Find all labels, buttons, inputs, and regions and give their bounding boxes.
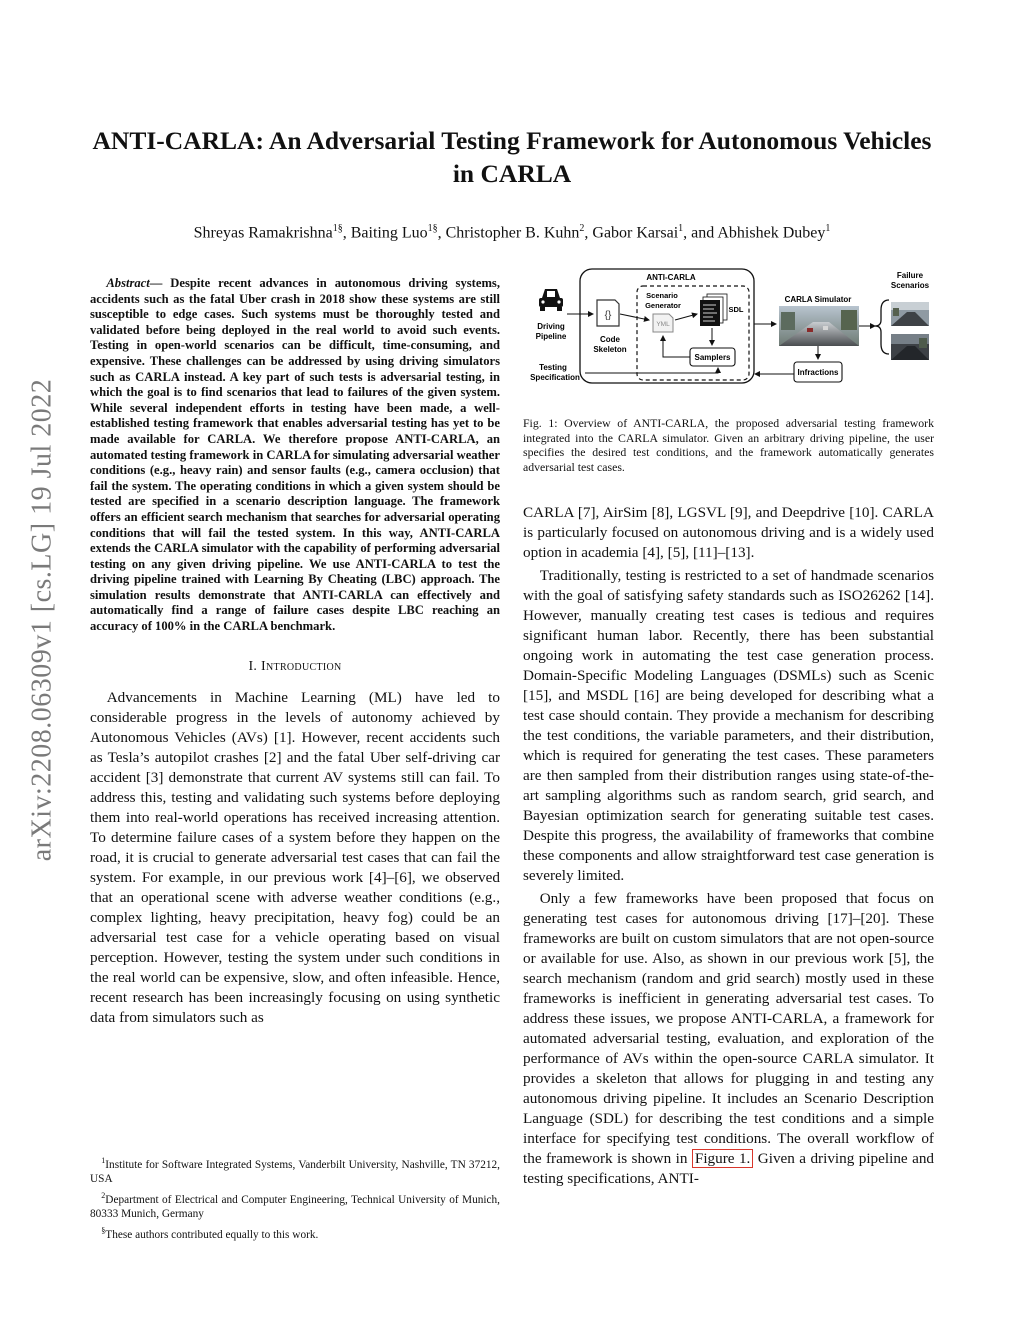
right-paragraph-3: [523, 889, 934, 1189]
author-affiliation-mark: 1: [678, 223, 684, 234]
author-list: [90, 218, 934, 244]
brace-icon: [875, 300, 889, 354]
abstract: [90, 276, 500, 635]
author-separator: ,: [437, 224, 446, 242]
car-icon: [539, 289, 563, 311]
driving-pipeline-label-2: Pipeline: [535, 332, 567, 341]
samplers-label: Samplers: [694, 353, 731, 362]
abstract-dash: —: [149, 276, 163, 290]
abstract-text: Despite recent advances in autonomous driving systems, accidents such as the fatal Uber crash in 2018 show these systems are still susceptible to edge cases. Such systems must be thoroughly tested and validated before being deployed in the real world to avoid such events. Testing in open-world scenarios can be difficult, time-consuming, and expensive. These challenges can be addressed by using driving simulators such as CARLA instead. A key part of such tests is adversarial testing, in which the goal is to find scenarios that lead to failures of the given system. While several independent efforts in testing have been made, a well-established testing framework that enables adversarial testing has yet to be made available for CARLA. We therefore propose ANTI-CARLA, an automated testing framework in CARLA for simulating adversarial weather conditions (e.g., heavy rain) and sensor faults (e.g., camera occlusion) that fail the system. The operating conditions in which a given system should be tested are specified in a scenario description language. The framework offers an efficient search mechanism that searches for adversarial operating conditions that will fail the tested system. In this way, ANTI-CARLA extends the CARLA simulator with the capability of performing adversarial testing on any given driving pipeline. We use ANTI-CARLA to test the driving pipeline trained with Learning By Cheating (LBC) approach. The simulation results demonstrate that ANTI-CARLA can effectively and automatically find a range of failure cases despite LBC reaching an accuracy of 100% in the CARLA benchmark.: [90, 276, 500, 634]
testing-spec-label-2: Specification: [530, 373, 580, 382]
author-affiliation-mark: 2: [579, 223, 585, 234]
figure-1-link[interactable]: Figure 1.: [692, 1149, 753, 1168]
section-heading-introduction: [90, 659, 500, 675]
author-name: Shreyas Ramakrishna: [193, 224, 333, 242]
left-column: [90, 276, 500, 1028]
intro-paragraph: Advancements in Machine Learning (ML) have led to considerable progress in the levels of autonomy achieved by Autonomous Vehicles (AVs) [1]. However, recent accidents such as Tesla’s autopilot crashes [2] and the fatal Uber self-driving car accident [3] demonstrate that current AV systems still can fail. To address this, testing and validating such systems before deploying them into real-world operations has received increasing attention. To determine failure cases of a system before they happen on the road, it is crucial to generate adversarial test cases that can fail the system. For example, in our previous work [4]–[6], we observed that an operational scene with adverse weather conditions (e.g., complex lighting, heavy precipitation, heavy fog) could be an adversarial test case for a vehicle operating based on visual perception. However, testing the system under such conditions in the real world can be expensive, slow, and often infeasible. Hence, recent research has been increasingly focusing on using synthetic data from simulators such as: [90, 688, 500, 1026]
failure-scenario-image: [891, 302, 929, 326]
arxiv-identifier: [17, 290, 67, 950]
section-title: Introduction: [261, 658, 342, 674]
author-name: Abhishek Dubey: [717, 224, 826, 242]
author-name: Christopher B. Kuhn: [445, 224, 580, 242]
footnote-text: These authors contributed equally to this work.: [105, 1228, 319, 1241]
footnote-text: Institute for Software Integrated Systems, Vanderbilt University, Nashville, TN 37212, USA: [90, 1158, 500, 1186]
right-column-body: [523, 503, 934, 1189]
footnote-text: Department of Electrical and Computer Engineering, Technical University of Munich, 80333 Munich, Germany: [90, 1193, 500, 1221]
author-separator: ,: [584, 224, 593, 242]
footnote: [90, 1154, 500, 1187]
failure-scenario-image: [891, 334, 929, 360]
infractions-label: Infractions: [797, 368, 839, 377]
footnote: [90, 1224, 500, 1242]
footnote: [90, 1189, 500, 1222]
right-paragraph-3-end: Given a driving pipeline and testing specifications, ANTI-: [523, 1149, 935, 1187]
footnote-mark: 2: [101, 1190, 106, 1200]
footnote-mark: §: [101, 1225, 106, 1235]
code-braces-glyph: {}: [604, 310, 612, 321]
sdl-document-icon: [700, 294, 727, 326]
author-affiliation-mark: 1§: [332, 223, 343, 234]
author-name: Baiting Luo: [350, 224, 428, 242]
yml-file-icon: [653, 314, 673, 332]
figure-1: [523, 264, 934, 392]
footnotes: [90, 1154, 500, 1244]
figure-1-caption: Fig. 1: Overview of ANTI-CARLA, the proposed adversarial testing framework integrated into the CARLA simulator. Given an arbitrary driving pipeline, the user specifies the desired test conditions, and the framework automatically generates adversarial test cases.: [523, 416, 934, 475]
right-column: [523, 264, 934, 1189]
section-number: I.: [248, 658, 258, 674]
abstract-label: Abstract: [106, 276, 150, 290]
anti-carla-label: ANTI-CARLA: [646, 273, 696, 282]
arxiv-identifier-text: arXiv:2208.06309v1 [cs.LG] 19 Jul 2022: [26, 378, 58, 862]
failure-scenarios-label-2: Scenarios: [890, 281, 930, 290]
author-affiliation-mark: 1§: [427, 223, 438, 234]
author-name: Gabor Karsai: [592, 224, 679, 242]
footnote-mark: 1: [101, 1156, 106, 1165]
yml-label: YML: [656, 321, 670, 328]
scenario-generator-label: Scenario: [646, 291, 678, 300]
right-paragraph-1: CARLA [7], AirSim [8], LGSVL [9], and Deepdrive [10]. CARLA is particularly focused on autonomous driving and is a widely used option in academia [4], [5], [11]–[13].: [523, 503, 934, 561]
code-skeleton-label-2: Skeleton: [593, 345, 627, 354]
right-paragraph-2: Traditionally, testing is restricted to a set of handmade scenarios with the goal of satisfying safety standards such as ISO26262 [14]. However, manually creating test cases is tedious and requires significant human labor. Recently, there has been substantial ongoing work in automating the test case generation process. Domain-Specific Modeling Languages (DSMLs) such as Scenic [15], and MSDL [16] are being developed for describing what a test case should contain. They provide a mechanism for describing the test conditions, the variable parameters, and their distribution, which is required for generating the test cases. These parameters are then sampled from their distribution ranges using state-of-the-art sampling algorithms such as random search, grid search, and Bayesian optimization search for generating suitable test cases. Despite this progress, the availability of frameworks that combine these components and allow straightforward test case generation is severely limited.: [523, 566, 934, 884]
code-skeleton-icon: [597, 300, 619, 326]
sdl-label: SDL: [728, 305, 744, 314]
code-skeleton-label: Code: [600, 335, 620, 344]
author-separator: , and: [683, 224, 718, 242]
testing-spec-label: Testing: [539, 363, 567, 372]
driving-pipeline-label: Driving: [537, 322, 565, 331]
paper-title: ANTI-CARLA: An Adversarial Testing Framework for Autonomous Vehicles in CARLA: [92, 126, 932, 188]
failure-scenarios-label: Failure: [896, 271, 924, 280]
carla-simulator-label: CARLA Simulator: [784, 295, 852, 304]
right-paragraph-3-text: Only a few frameworks have been proposed that focus on generating test cases for autonomous driving [17]–[20]. These frameworks are built on custom simulators that are not open-source or available for use. Also, as shown in our previous work [5], the search mechanism (random and grid search) mostly used in these frameworks is inefficient in generating adversarial test cases. To address these issues, we propose ANTI-CARLA, a framework for automated adversarial testing, evaluation, and exploration of the performance of AVs within the open-source CARLA simulator. It provides a skeleton that allows for plugging in and testing any autonomous driving pipeline. It includes an Scenario Description Language (SDL) for describing the test conditions and a simple interface for specifying test conditions. The overall workflow of the framework is shown in: [523, 889, 934, 1167]
author-separator: ,: [342, 224, 351, 242]
carla-simulator-screenshot: [779, 306, 859, 346]
figure-1-diagram: [523, 264, 934, 392]
author-affiliation-mark: 1: [825, 223, 831, 234]
scenario-generator-label-2: Generator: [645, 301, 681, 310]
